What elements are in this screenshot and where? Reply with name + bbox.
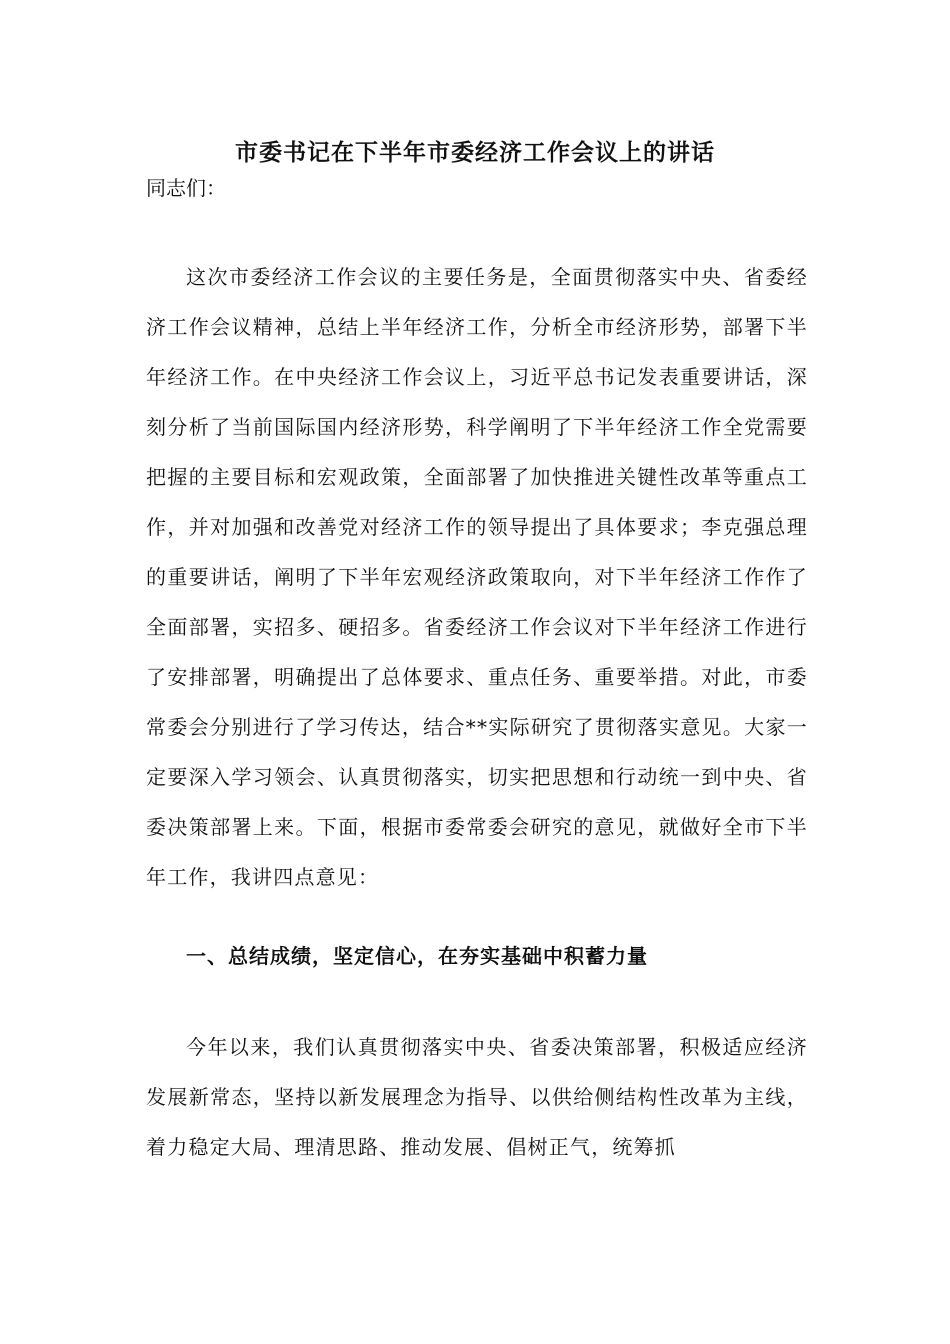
body-paragraph: 今年以来，我们认真贯彻落实中央、省委决策部署，积极适应经济发展新常态，坚持以新发展理念为指导、以供给侧结构性改革为主线，着力稳定大局、理清思路、推动发展、倡树正气，统筹抓 <box>146 1035 808 1159</box>
section-heading: 一、总结成绩，坚定信心，在夯实基础中积蓄力量 <box>186 944 648 968</box>
document-title: 市委书记在下半年市委经济工作会议上的讲话 <box>235 139 715 166</box>
body-paragraph: 这次市委经济工作会议的主要任务是，全面贯彻落实中央、省委经济工作会议精神，总结上半年经济工作，分析全市经济形势，部署下半年经济工作。在中央经济工作会议上，习近平总书记发表重要讲话，深刻分析了当前国际国内经济形势，科学阐明了下半年经济工作全党需要把握的主要目标和宏观政策，全面部署了加快推进关键性改革等重点工作，并对加强和改善党对经济工作的领导提出了具体要求；李克强总理的重要讲话，阐明了下半年宏观经济政策取向，对下半年经济工作作了全面部署，实招多、硬招多。省委经济工作会议对下半年经济工作进行了安排部署，明确提出了总体要求、重点任务、重要举措。对此，市委常委会分别进行了学习传达，结合**实际研究了贯彻落实意见。大家一定要深入学习领会、认真贯彻落实，切实把思想和行动统一到中央、省委决策部署上来。下面，根据市委常委会研究的意见，就做好全市下半年工作，我讲四点意见： <box>146 265 808 889</box>
salutation: 同志们： <box>146 176 226 200</box>
